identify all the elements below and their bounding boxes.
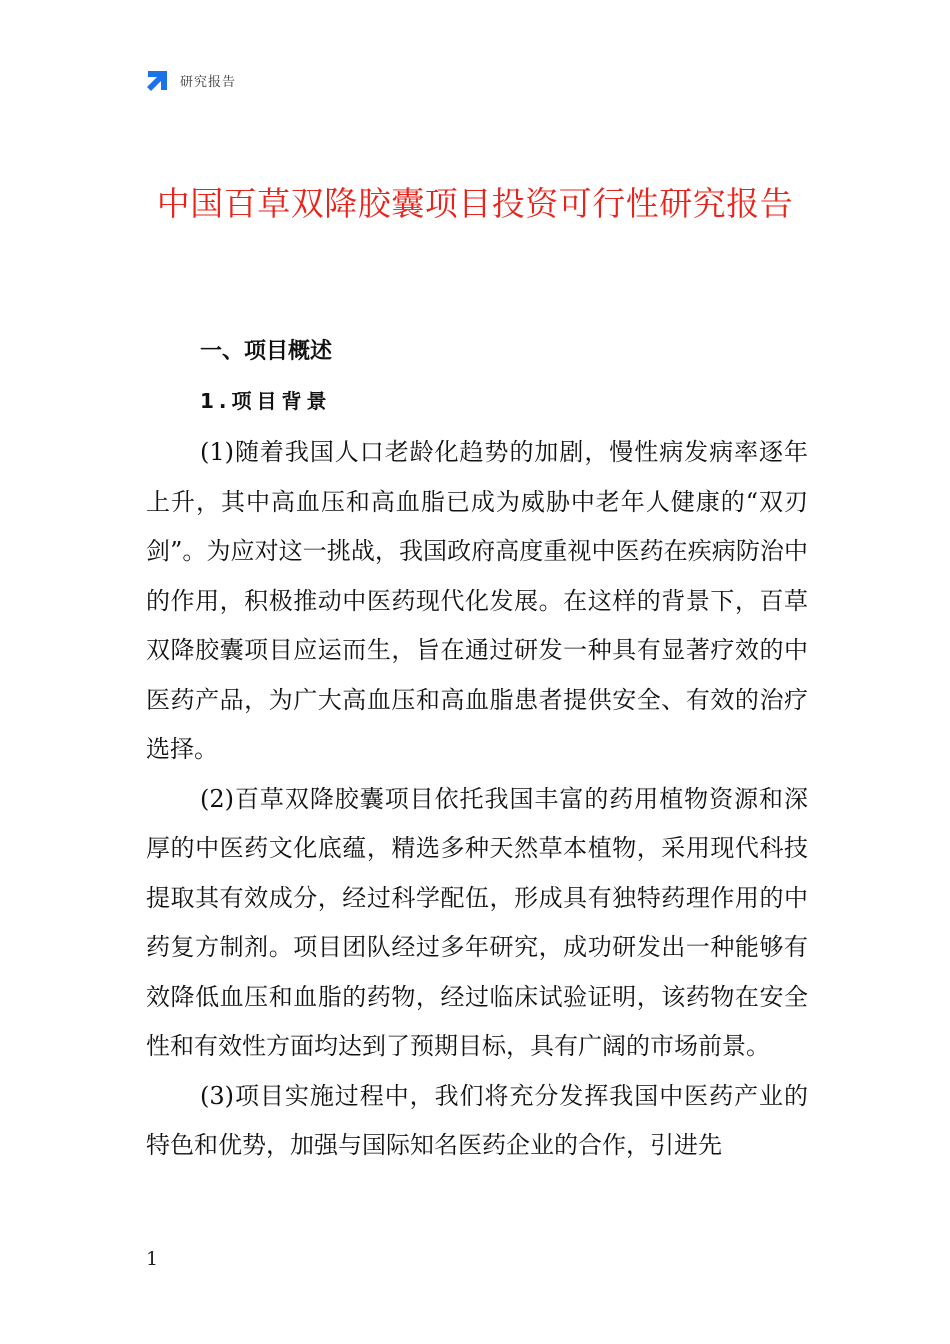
sub-heading: 1.项目背景 [200,389,332,413]
document-title: 中国百草双降胶囊项目投资可行性研究报告 [156,184,794,223]
paragraph-1: (1)随着我国人口老龄化趋势的加剧，慢性病发病率逐年上升，其中高血压和高血脂已成为威胁中老年人健康的“双刃剑”。为应对这一挑战，我国政府高度重视中医药在疾病防治中的作用，积极推动中医药现代化发展。在这样的背景下，百草双降胶囊项目应运而生，旨在通过研发一种具有显著疗效的中医药产品，为广大高血压和高血脂患者提供安全、有效的治疗选择。 [146,438,808,763]
paragraph-3: (3)项目实施过程中，我们将充分发挥我国中医药产业的特色和优势，加强与国际知名医药企业的合作，引进先 [146,1081,808,1159]
header-label: 研究报告 [180,74,237,90]
section-heading: 一、项目概述 [200,339,333,364]
arrow-up-right-icon [146,68,170,92]
body-text [146,428,808,1171]
page-number: 1 [146,1248,159,1270]
paragraph-2: (2)百草双降胶囊项目依托我国丰富的药用植物资源和深厚的中医药文化底蕴，精选多种天然草本植物，采用现代科技提取其有效成分，经过科学配伍，形成具有独特药理作用的中药复方制剂。项目团队经过多年研究，成功研发出一种能够有效降低血压和血脂的药物，经过临床试验证明，该药物在安全性和有效性方面均达到了预期目标，具有广阔的市场前景。 [146,784,808,1060]
document-header [146,68,236,92]
